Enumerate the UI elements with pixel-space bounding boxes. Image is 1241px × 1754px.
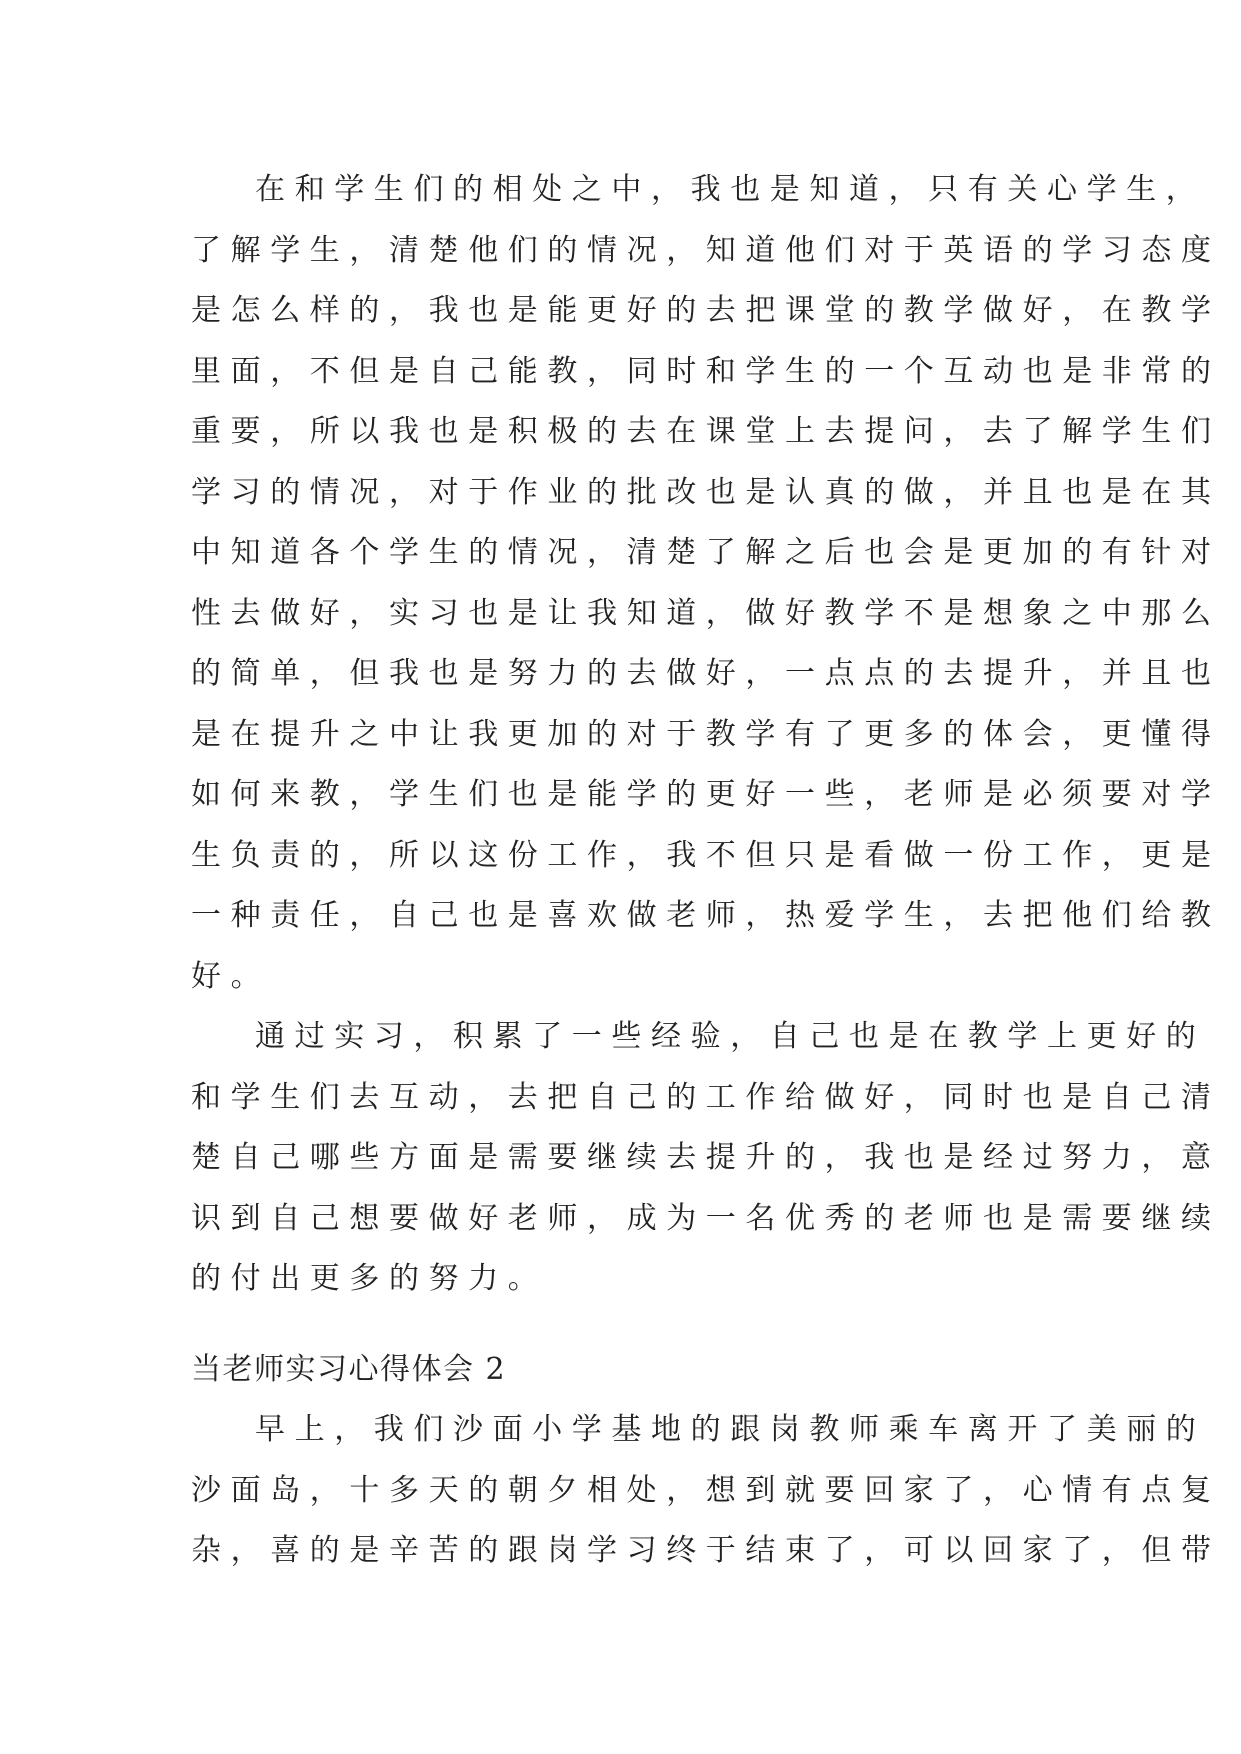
- text-line: 杂，喜的是辛苦的跟岗学习终于结束了，可以回家了，但带: [191, 1533, 1221, 1568]
- text-line: 的付出更多的努力。: [191, 1261, 548, 1296]
- text-line: 里面，不但是自己能教，同时和学生的一个互动也是非常的: [191, 353, 1221, 389]
- text-line: 学习的情况，对于作业的批改也是认真的做，并且也是在其: [191, 474, 1221, 510]
- text-line: 中知道各个学生的情况，清楚了解之后也会是更加的有针对: [191, 535, 1221, 570]
- text-line: 是怎么样的，我也是能更好的去把课堂的教学做好，在教学: [191, 293, 1221, 328]
- text-line: 和学生们去互动，去把自己的工作给做好，同时也是自己清: [191, 1079, 1221, 1115]
- text-line: 生负责的，所以这份工作，我不但只是看做一份工作，更是: [191, 837, 1221, 873]
- paragraph-1: [191, 160, 1221, 1007]
- text-line: 了解学生，清楚他们的情况，知道他们对于英语的学习态度: [191, 232, 1221, 268]
- text-line: 在和学生们的相处之中，我也是知道，只有关心学生，: [255, 172, 1206, 207]
- text-line: 性去做好，实习也是让我知道，做好教学不是想象之中那么: [191, 595, 1221, 631]
- text-line: 好。: [191, 958, 271, 994]
- document-body: [191, 160, 1221, 1582]
- text-line: 沙面岛，十多天的朝夕相处，想到就要回家了，心情有点复: [191, 1472, 1221, 1508]
- text-line: 一种责任，自己也是喜欢做老师，热爱学生，去把他们给教: [191, 898, 1221, 933]
- text-line: 的简单，但我也是努力的去做好，一点点的去提升，并且也: [191, 656, 1221, 691]
- text-line: 早上，我们沙面小学基地的跟岗教师乘车离开了美丽的: [255, 1412, 1206, 1447]
- text-line: 如何来教，学生们也是能学的更好一些，老师是必须要对学: [191, 777, 1221, 812]
- text-line: 重要，所以我也是积极的去在课堂上去提问，去了解学生们: [191, 414, 1221, 449]
- text-line: 通过实习，积累了一些经验，自己也是在教学上更好的: [255, 1019, 1206, 1054]
- paragraph-2: [191, 1007, 1221, 1310]
- text-line: 识到自己想要做好老师，成为一名优秀的老师也是需要继续: [191, 1200, 1221, 1236]
- text-line: 是在提升之中让我更加的对于教学有了更多的体会，更懂得: [191, 716, 1221, 752]
- text-line: 楚自己哪些方面是需要继续去提升的，我也是经过努力，意: [191, 1140, 1221, 1175]
- section-heading: 当老师实习心得体会 2: [191, 1351, 507, 1387]
- paragraph-3: [191, 1400, 1221, 1582]
